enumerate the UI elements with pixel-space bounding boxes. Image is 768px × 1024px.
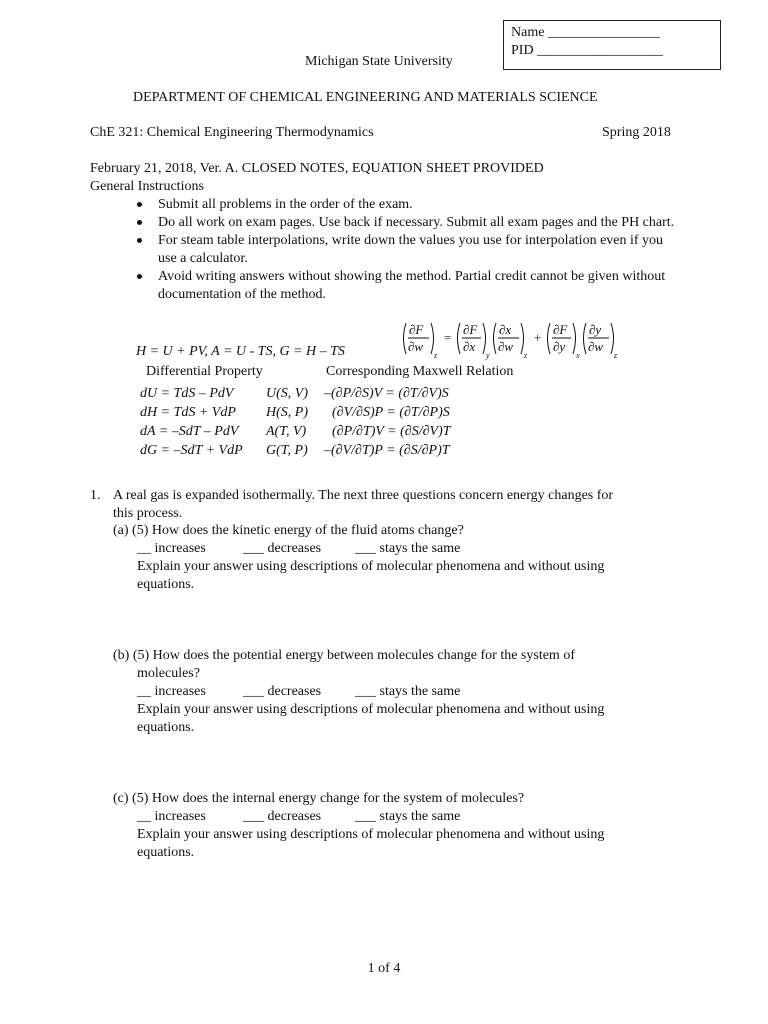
course-title: ChE 321: Chemical Engineering Thermodynamics — [90, 125, 374, 140]
column-header-property: Differential Property — [146, 364, 263, 379]
svg-text:+: + — [534, 330, 542, 345]
part-c-explain-line2: equations. — [137, 845, 195, 860]
part-a-explain: Explain your answer using descriptions of molecular phenomena and without using — [137, 559, 605, 574]
svg-text:x: x — [576, 351, 580, 360]
svg-text:∂y: ∂y — [553, 339, 566, 354]
instruction-item: For steam table interpolations, write down the values you use for interpolation even if you use a calculator. — [136, 232, 681, 268]
instruction-item: Avoid writing answers without showing the method. Partial credit cannot be given without documentation of the method. — [136, 268, 681, 304]
svg-text:∂x: ∂x — [499, 322, 512, 337]
svg-text:∂x: ∂x — [463, 339, 476, 354]
svg-text:∂w: ∂w — [498, 339, 514, 354]
part-a-option-same[interactable]: ___ stays the same — [355, 541, 461, 556]
page-number: 1 of 4 — [367, 961, 401, 976]
svg-text:∂y: ∂y — [589, 322, 602, 337]
part-b-question: (b) (5) How does the potential energy between molecules change for the system of — [113, 648, 575, 663]
differential-da: dA = –SdT – PdV — [140, 424, 239, 439]
svg-text:z: z — [434, 351, 438, 360]
svg-text:∂w: ∂w — [408, 339, 424, 354]
svg-text:=: = — [444, 330, 452, 345]
part-b-option-same[interactable]: ___ stays the same — [355, 684, 461, 699]
function-u: U(S, V) — [266, 386, 308, 401]
part-c-option-decreases[interactable]: ___ decreases — [243, 809, 322, 824]
maxwell-a: (∂P/∂T)V = (∂S/∂V)T — [332, 424, 451, 439]
part-b-question-line2: molecules? — [137, 666, 200, 681]
university-name: Michigan State University — [305, 54, 453, 69]
name-field[interactable]: Name ________________ — [511, 25, 660, 40]
differential-dg: dG = –SdT + VdP — [140, 443, 243, 458]
instruction-item: Do all work on exam pages. Use back if necessary. Submit all exam pages and the PH chart. — [136, 214, 681, 232]
part-a-option-increases[interactable]: __ increases — [137, 541, 206, 556]
part-a-option-decreases[interactable]: ___ decreases — [243, 541, 322, 556]
state-function-definitions: H = U + PV, A = U - TS, G = H – TS — [136, 344, 345, 359]
svg-text:z: z — [614, 351, 618, 360]
maxwell-g: –(∂V/∂T)P = (∂S/∂P)T — [324, 443, 450, 458]
svg-text:z: z — [524, 351, 528, 360]
problem-intro-line2: this process. — [113, 506, 183, 521]
part-b-explain-line2: equations. — [137, 720, 195, 735]
part-a-question: (a) (5) How does the kinetic energy of the fluid atoms change? — [113, 523, 464, 538]
differential-dh: dH = TdS + VdP — [140, 405, 236, 420]
svg-text:∂F: ∂F — [409, 322, 424, 337]
part-b-option-decreases[interactable]: ___ decreases — [243, 684, 322, 699]
maxwell-u: –(∂P/∂S)V = (∂T/∂V)S — [324, 386, 449, 401]
problem-number: 1. — [90, 488, 101, 503]
function-g: G(T, P) — [266, 443, 308, 458]
svg-text:∂F: ∂F — [463, 322, 478, 337]
part-c-question: (c) (5) How does the internal energy change for the system of molecules? — [113, 791, 525, 806]
function-a: A(T, V) — [266, 424, 307, 439]
chain-rule-equation — [400, 318, 660, 360]
maxwell-h: (∂V/∂S)P = (∂T/∂P)S — [332, 405, 450, 420]
function-h: H(S, P) — [266, 405, 308, 420]
problem-intro-line1: A real gas is expanded isothermally. The next three questions concern energy changes for — [113, 488, 614, 503]
part-c-option-increases[interactable]: __ increases — [137, 809, 206, 824]
instruction-item: Submit all problems in the order of the exam. — [136, 196, 681, 214]
column-header-maxwell: Corresponding Maxwell Relation — [326, 364, 514, 379]
department-title: DEPARTMENT OF CHEMICAL ENGINEERING AND MATERIALS SCIENCE — [133, 90, 598, 105]
svg-text:∂w: ∂w — [588, 339, 604, 354]
part-b-explain: Explain your answer using descriptions of molecular phenomena and without using — [137, 702, 605, 717]
part-c-explain: Explain your answer using descriptions of molecular phenomena and without using — [137, 827, 605, 842]
term: Spring 2018 — [602, 125, 671, 140]
part-c-option-same[interactable]: ___ stays the same — [355, 809, 461, 824]
pid-field[interactable]: PID __________________ — [511, 43, 664, 58]
part-a-explain-line2: equations. — [137, 577, 195, 592]
part-b-option-increases[interactable]: __ increases — [137, 684, 206, 699]
exam-info: February 21, 2018, Ver. A. CLOSED NOTES, EQUATION SHEET PROVIDED — [90, 161, 544, 176]
svg-text:y: y — [486, 351, 490, 360]
svg-text:∂F: ∂F — [553, 322, 568, 337]
differential-du: dU = TdS – PdV — [140, 386, 234, 401]
maxwell-table — [136, 362, 556, 472]
name-pid-box — [503, 20, 721, 70]
instructions-heading: General Instructions — [90, 179, 204, 194]
instructions-list — [136, 196, 681, 304]
